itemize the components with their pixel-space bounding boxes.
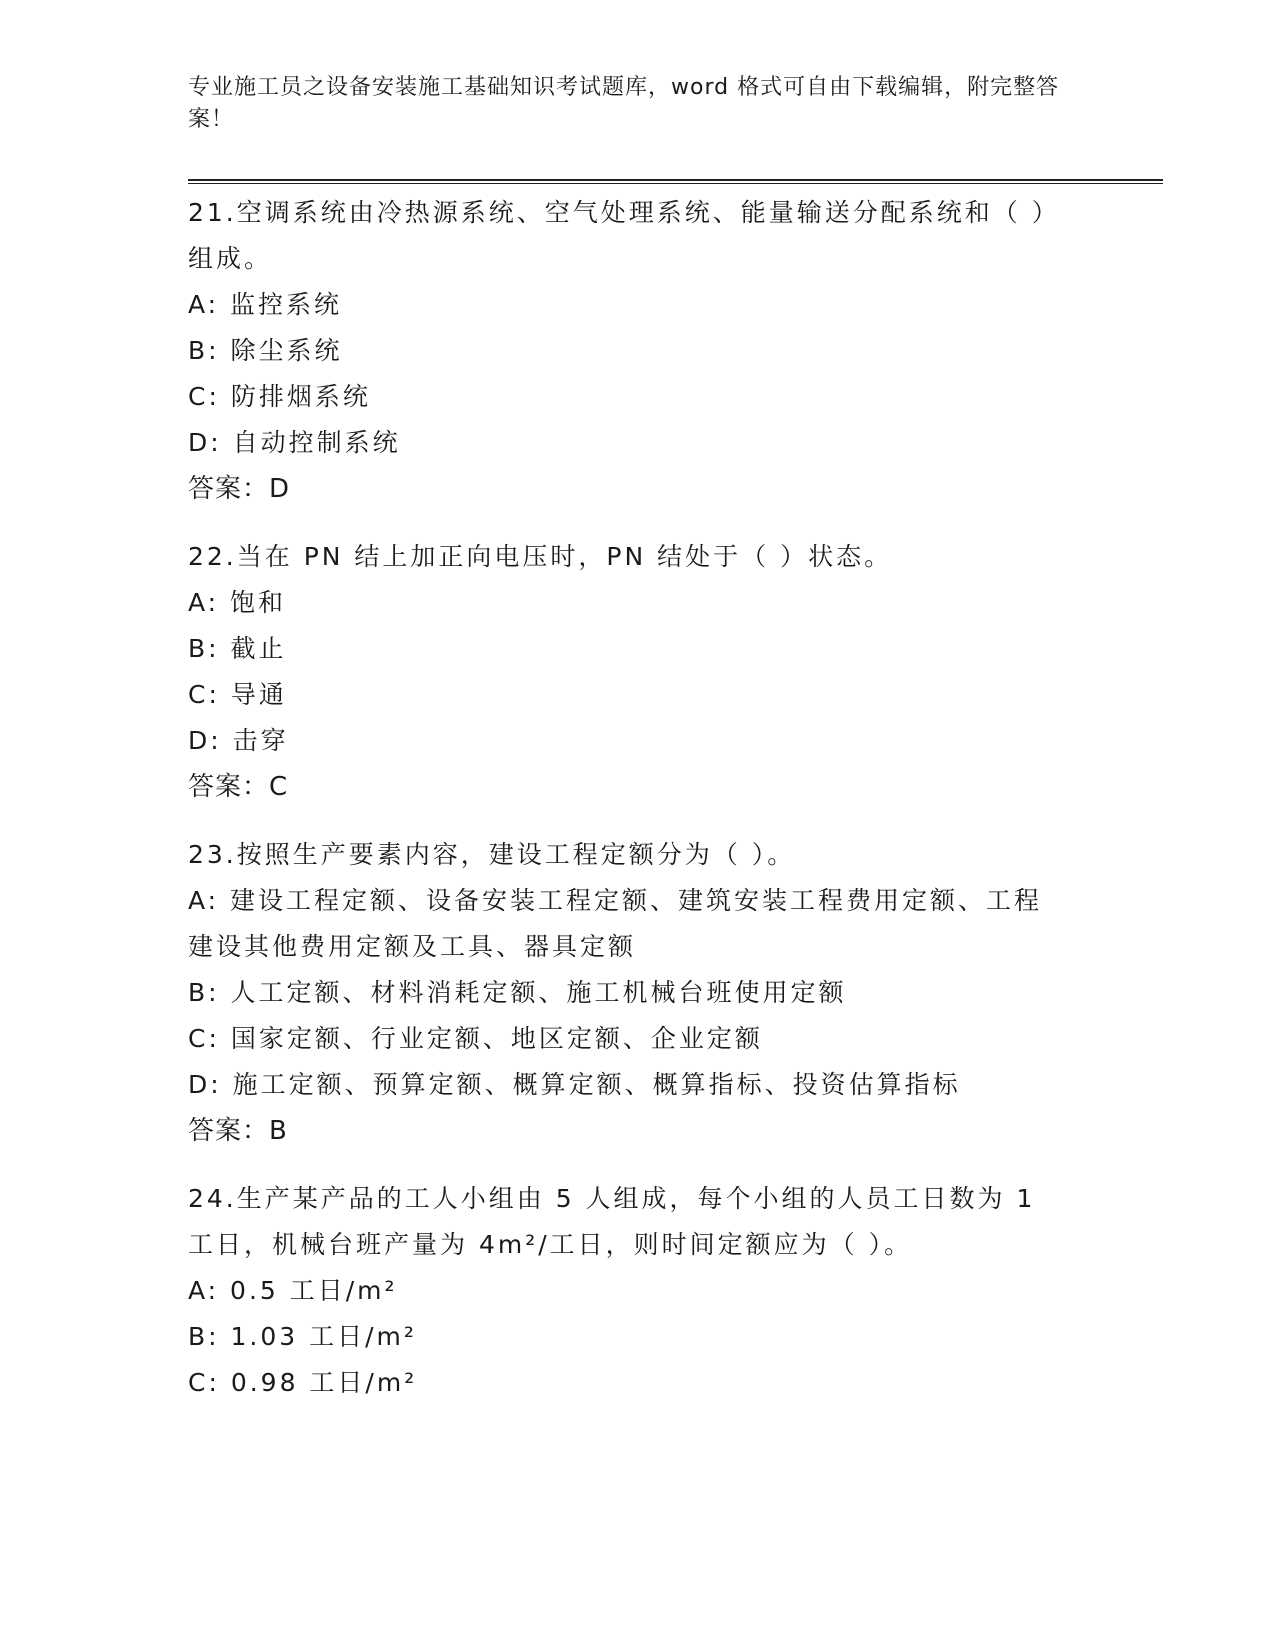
option-b: B: 除尘系统	[188, 336, 343, 365]
option-c: C: 国家定额、行业定额、地区定额、企业定额	[188, 1024, 763, 1053]
option-d: D: 自动控制系统	[188, 428, 401, 457]
option-a: A: 建设工程定额、设备安装工程定额、建筑安装工程费用定额、工程建设其他费用定额及工具、器具定额	[188, 886, 1043, 961]
answer: 答案：B	[188, 1116, 288, 1146]
question-24	[188, 1176, 1068, 1406]
document-header: 专业施工员之设备安装施工基础知识考试题库，word 格式可自由下载编辑，附完整答案！	[188, 75, 1060, 132]
option-a: A: 监控系统	[188, 290, 343, 319]
option-a: A: 0.5 工日/m²	[188, 1276, 398, 1305]
answer: 答案：D	[188, 474, 291, 504]
question-list	[188, 190, 1068, 1428]
option-b: B: 截止	[188, 634, 287, 663]
option-c: C: 导通	[188, 680, 287, 709]
answer: 答案：C	[188, 772, 289, 802]
option-c: C: 0.98 工日/m²	[188, 1368, 418, 1397]
option-c: C: 防排烟系统	[188, 382, 371, 411]
header-divider	[188, 179, 1163, 184]
option-a: A: 饱和	[188, 588, 287, 617]
question-21	[188, 190, 1068, 512]
question-22	[188, 534, 1068, 810]
question-stem: 23.按照生产要素内容，建设工程定额分为（ ）。	[188, 840, 796, 869]
question-stem: 21.空调系统由冷热源系统、空气处理系统、能量输送分配系统和（ ）组成。	[188, 198, 1060, 273]
question-stem: 24.生产某产品的工人小组由 5 人组成，每个小组的人员工日数为 1 工日，机械台班产量为 4m²/工日，则时间定额应为（ ）。	[188, 1184, 1036, 1259]
question-stem: 22.当在 PN 结上加正向电压时，PN 结处于（ ）状态。	[188, 542, 893, 571]
option-b: B: 1.03 工日/m²	[188, 1322, 417, 1351]
option-b: B: 人工定额、材料消耗定额、施工机械台班使用定额	[188, 978, 847, 1007]
option-d: D: 施工定额、预算定额、概算定额、概算指标、投资估算指标	[188, 1070, 961, 1099]
option-d: D: 击穿	[188, 726, 289, 755]
question-23	[188, 832, 1068, 1154]
